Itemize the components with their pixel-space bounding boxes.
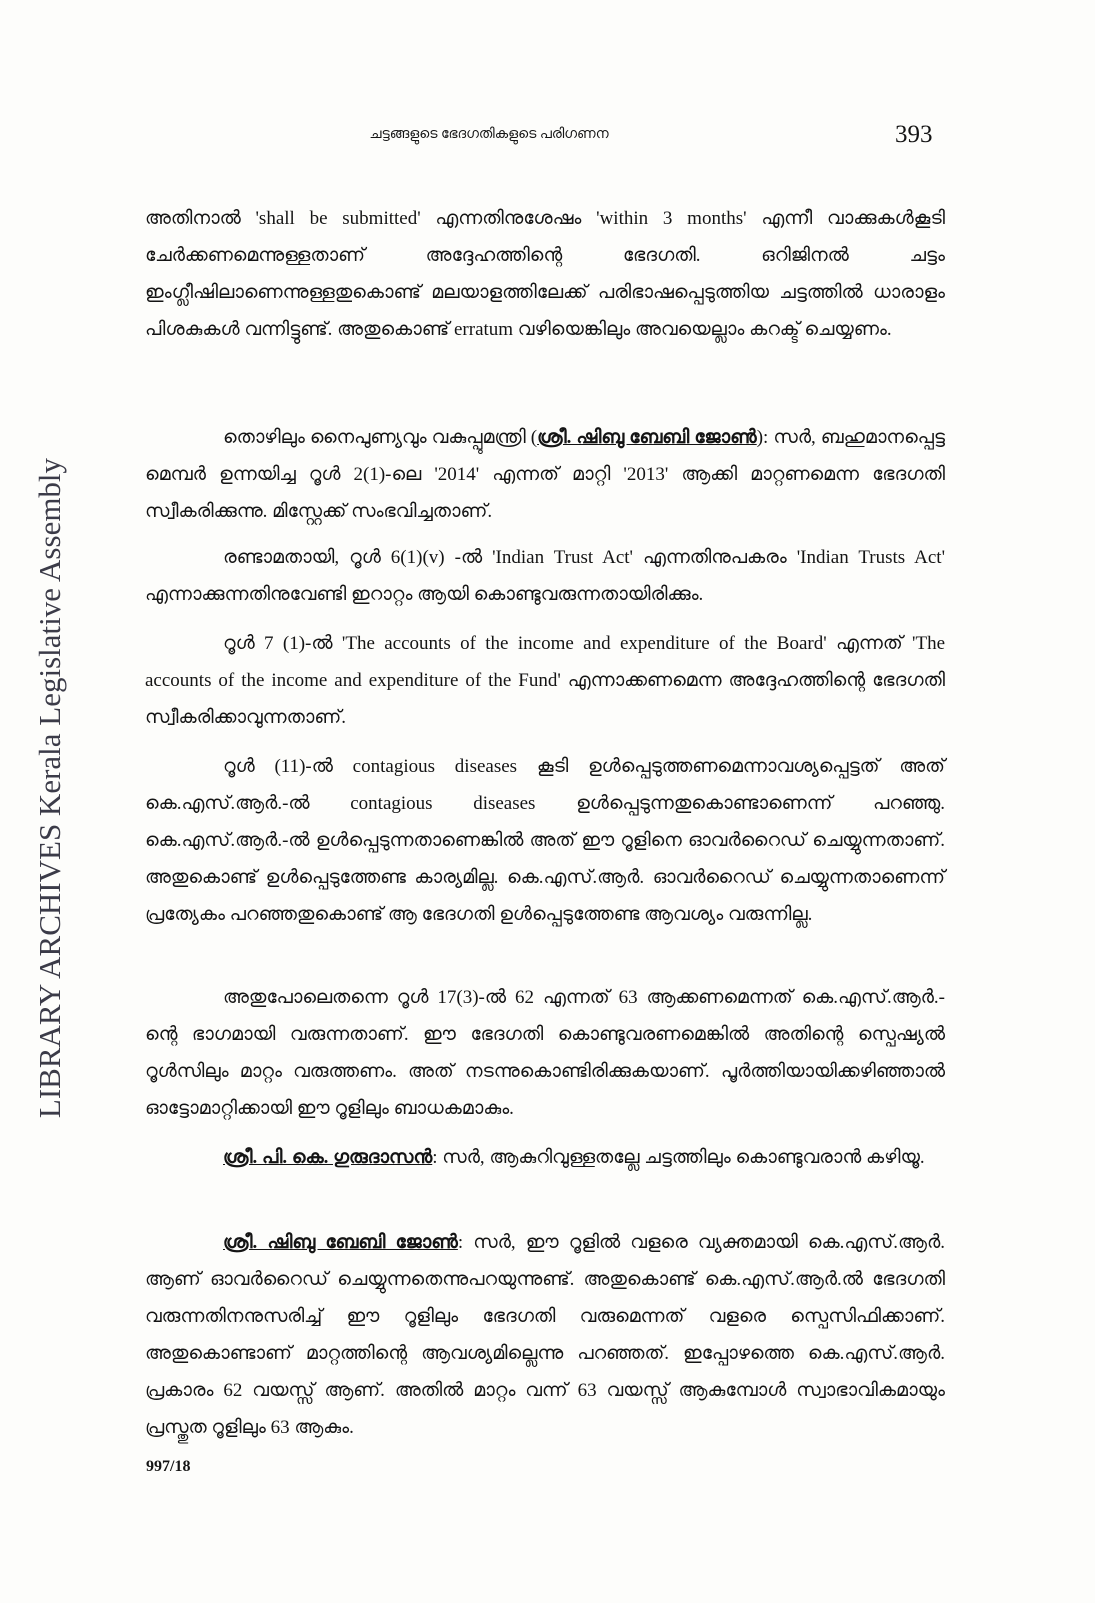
- paragraph: അതുപോലെതന്നെ റൂൾ 17(3)-ൽ 62 എന്നത് 63 ആക്കണമെന്നത് കെ.എസ്.ആർ.-ന്റെ ഭാഗമായി വരുന്നതാണ്. ഈ ഭേദഗതി കൊണ്ടുവരണമെങ്കിൽ അതിന്റെ സ്പെഷ്യൽ റൂൾസിലും മാറ്റം വരുത്തണം. അത് നടന്നുകൊണ്ടിരിക്കുകയാണ്. പൂർത്തിയായിക്കഴിഞ്ഞാൽ ഓട്ടോമാറ്റിക്കായി ഈ റൂളിലും ബാധകമാകും.: [145, 987, 945, 1119]
- speaker-name: ശ്രീ. ഷിബു ബേബി ജോൺ: [537, 427, 757, 448]
- paragraph-text: ): സർ, ബഹുമാനപ്പെട്ട മെമ്പർ ഉന്നയിച്ച റൂൾ 2(1)-ലെ '2014' എന്നത് മാറ്റി '2013' ആക്കി മാറ്റണമെന്ന ഭേദഗതി സ്വീകരിക്കുന്നു. മിസ്റ്റേക്ക് സംഭവിച്ചതാണ്.: [145, 427, 946, 522]
- paragraph: റൂൾ (11)-ൽ contagious diseases കൂടി ഉൾപ്പെടുത്തണമെന്നാവശ്യപ്പെട്ടത് അത് കെ.എസ്.ആർ.-ൽ contagious diseases ഉൾപ്പെടുന്നതുകൊണ്ടാണെന്ന് പറഞ്ഞു. കെ.എസ്.ആർ.-ൽ ഉൾപ്പെടുന്നതാണെങ്കിൽ അത് ഈ റൂളിനെ ഓവർറൈഡ് ചെയ്യുന്നതാണ്. അതുകൊണ്ട് ഉൾപ്പെടുത്തേണ്ട കാര്യമില്ല. കെ.എസ്.ആർ. ഓവർറൈഡ് ചെയ്യുന്നതാണെന്ന് പ്രത്യേകം പറഞ്ഞതുകൊണ്ട് ആ ഭേദഗതി ഉൾപ്പെടുത്തേണ്ട ആവശ്യം വരുന്നില്ല.: [145, 756, 945, 925]
- speaker-name: ശ്രീ. പി. കെ. ഗുരുദാസൻ: [223, 1147, 433, 1168]
- paragraph: [145, 1224, 945, 1446]
- page-footer-code: 997/18: [146, 1458, 191, 1475]
- paragraph: [145, 419, 945, 530]
- page-number: 393: [895, 121, 933, 148]
- paragraph-text: : സർ, ആകുറിവുള്ളതല്ലേ ചട്ടത്തിലും കൊണ്ടുവരാൻ കഴിയൂ.: [432, 1147, 925, 1168]
- paragraph: രണ്ടാമതായി, റൂൾ 6(1)(v) -ൽ 'Indian Trust Act' എന്നതിനുപകരം 'Indian Trusts Act' എന്നാക്കുന്നതിനുവേണ്ടി ഇറാറ്റം ആയി കൊണ്ടുവരുന്നതായിരിക്കും.: [145, 547, 945, 605]
- speaker-name: ശ്രീ. ഷിബു ബേബി ജോൺ: [223, 1232, 458, 1253]
- running-title: ചട്ടങ്ങളുടെ ഭേദഗതികളുടെ പരിഗണന: [369, 127, 609, 142]
- paragraph: അതിനാൽ 'shall be submitted' എന്നതിനുശേഷം 'within 3 months' എന്നീ വാക്കുകൾകൂടി ചേർക്കണമെന്നുള്ളതാണ് അദ്ദേഹത്തിന്റെ ഭേദഗതി. ഒറിജിനൽ ചട്ടം ഇംഗ്ലീഷിലാണെന്നുള്ളതുകൊണ്ട് മലയാളത്തിലേക്ക് പരിഭാഷപ്പെടുത്തിയ ചട്ടത്തിൽ ധാരാളം പിശകുകൾ വന്നിട്ടുണ്ട്. അതുകൊണ്ട് erratum വഴിയെങ്കിലും അവയെല്ലാം കറക്ട് ചെയ്യണം.: [145, 208, 945, 340]
- archive-watermark: LIBRARY ARCHIVES Kerala Legislative Assembly: [32, 457, 67, 1119]
- paragraph: റൂൾ 7 (1)-ൽ 'The accounts of the income and expenditure of the Board' എന്നത് 'The accounts of the income and expenditure of the Fund' എന്നാക്കണമെന്ന അദ്ദേഹത്തിന്റെ ഭേദഗതി സ്വീകരിക്കാവുന്നതാണ്.: [145, 633, 945, 728]
- paragraph: [145, 1139, 945, 1176]
- paragraph-text: തൊഴിലും നൈപുണ്യവും വകുപ്പുമന്ത്രി (: [223, 427, 538, 448]
- paragraph-text: : സർ, ഈ റൂളിൽ വളരെ വ്യക്തമായി കെ.എസ്.ആർ. ആണ് ഓവർറൈഡ് ചെയ്യുന്നതെന്നുപറയുന്നുണ്ട്. അതുകൊണ്ട് കെ.എസ്.ആർ.ൽ ഭേദഗതി വരുന്നതിനനുസരിച്ച് ഈ റൂളിലും ഭേദഗതി വരുമെന്നത് വളരെ സ്പെസിഫിക്കാണ്. അതുകൊണ്ടാണ് മാറ്റത്തിന്റെ ആവശ്യമില്ലെന്നു പറഞ്ഞത്. ഇപ്പോഴത്തെ കെ.എസ്.ആർ. പ്രകാരം 62 വയസ്സ് ആണ്. അതിൽ മാറ്റം വന്ന് 63 വയസ്സ് ആകുമ്പോൾ സ്വാഭാവികമായും പ്രസ്തുത റൂളിലും 63 ആകും.: [145, 1232, 945, 1438]
